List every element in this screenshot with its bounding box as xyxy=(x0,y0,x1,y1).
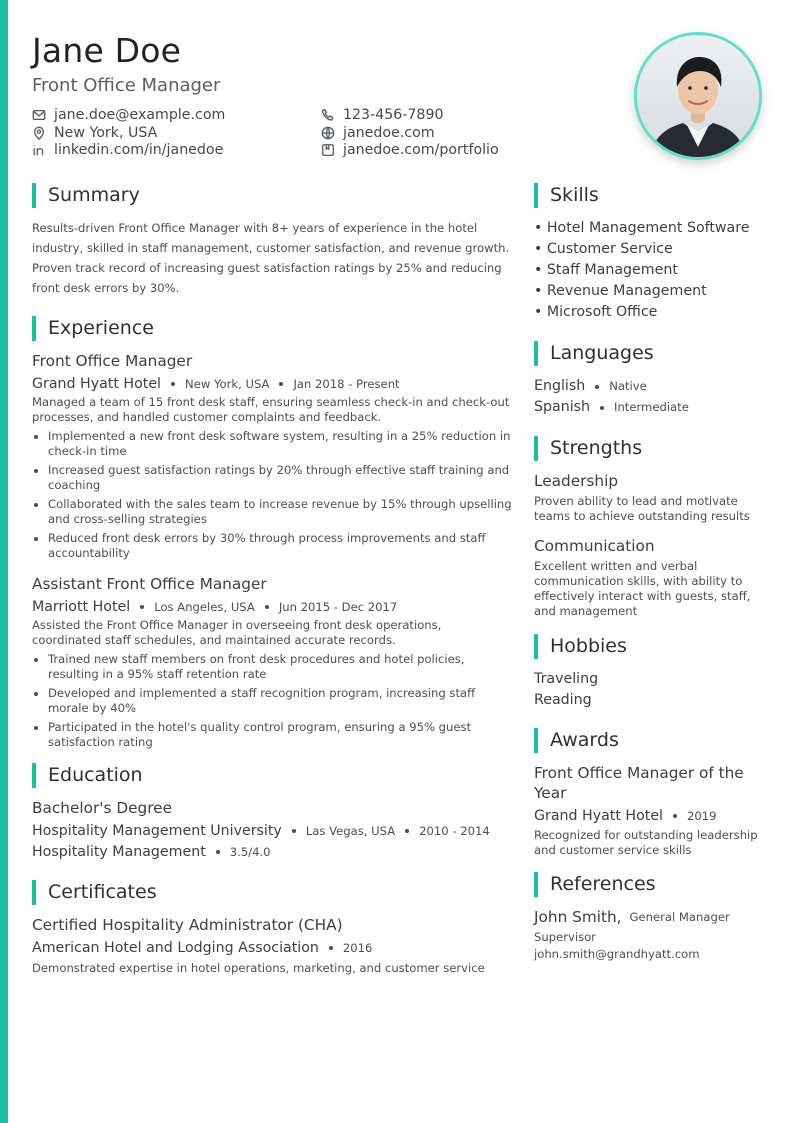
company-name: Grand Hyatt Hotel xyxy=(32,376,162,392)
hobbies-heading: Hobbies xyxy=(534,634,764,659)
reference-name: John Smith, xyxy=(534,908,622,926)
sidebar-column xyxy=(534,183,764,962)
summary-text: Results-driven Front Office Manager with 8+ years of experience in the hotel industry, skilled in staff management, customer satisfaction, and revenue growth. Proven track record of increasing guest satisfaction ratings by 25% and reducing front desk errors by 30%. xyxy=(32,221,510,295)
contact-location xyxy=(32,125,321,142)
job-achievements xyxy=(32,429,512,561)
strengths-heading: Strengths xyxy=(534,436,764,461)
job-description: Managed a team of 15 front desk staff, ensuring seamless check-in and check-out processes, and handled customer complaints and feedback. xyxy=(32,395,510,424)
reference-relation: Supervisor xyxy=(534,930,596,944)
separator-dot xyxy=(405,829,409,833)
hobby-item: Reading xyxy=(534,692,592,708)
job-achievements xyxy=(32,652,512,750)
website-text: janedoe.com xyxy=(343,124,435,141)
skills-heading: Skills xyxy=(534,183,764,208)
awards-heading: Awards xyxy=(534,728,764,753)
award-issuer: Grand Hyatt Hotel xyxy=(534,808,664,824)
separator-dot xyxy=(595,385,599,389)
achievement-item: Collaborated with the sales team to increase revenue by 15% through upselling and cross-selling strategies xyxy=(32,497,512,527)
school-dates: 2010 - 2014 xyxy=(419,824,490,838)
summary-heading: Summary xyxy=(32,183,512,208)
strength-name: Leadership xyxy=(534,472,619,490)
job-title: Assistant Front Office Manager xyxy=(32,575,267,593)
award-meta xyxy=(534,806,764,826)
skill-item: • Customer Service xyxy=(534,241,673,257)
skill-item: • Revenue Management xyxy=(534,283,707,299)
languages-heading: Languages xyxy=(534,341,764,366)
certificate-year: 2016 xyxy=(342,941,373,955)
certificate-description: Demonstrated expertise in hotel operations, marketing, and customer service xyxy=(32,961,485,975)
job-dates: Jan 2018 - Present xyxy=(293,377,400,391)
contact-website[interactable] xyxy=(321,125,581,142)
separator-dot xyxy=(216,850,220,854)
achievement-item: Increased guest satisfaction ratings by 20% through effective staff training and coaching xyxy=(32,463,512,493)
field-of-study: Hospitality Management xyxy=(32,844,206,860)
separator-dot xyxy=(600,406,604,410)
phone-icon xyxy=(321,108,335,122)
phone-text: 123-456-7890 xyxy=(343,107,444,124)
avatar-illustration xyxy=(637,35,759,157)
language-name: Spanish xyxy=(534,399,591,415)
language-item xyxy=(534,397,764,418)
reference-email[interactable]: john.smith@grandhyatt.com xyxy=(534,947,700,961)
experience-heading: Experience xyxy=(32,316,512,341)
contact-email[interactable] xyxy=(32,107,321,124)
field-meta xyxy=(32,842,512,862)
hobby-item: Traveling xyxy=(534,671,599,687)
main-column xyxy=(32,183,512,976)
strength-description: Proven ability to lead and motivate teams to achieve outstanding results xyxy=(534,494,750,523)
contact-phone[interactable] xyxy=(321,107,581,124)
accent-bar xyxy=(0,0,8,1123)
certificates-heading: Certificates xyxy=(32,880,512,905)
resume-header xyxy=(32,30,592,159)
linkedin-icon xyxy=(32,143,46,157)
references-section xyxy=(534,872,764,962)
portfolio-text: janedoe.com/portfolio xyxy=(343,142,499,159)
separator-dot xyxy=(140,605,144,609)
school-meta xyxy=(32,821,512,841)
separator-dot xyxy=(171,382,175,386)
separator-dot xyxy=(673,814,677,818)
achievement-item: Implemented a new front desk software system, resulting in a 25% reduction in check-in time xyxy=(32,429,512,459)
experience-entry xyxy=(32,351,512,561)
separator-dot xyxy=(329,946,333,950)
email-text: jane.doe@example.com xyxy=(54,107,226,124)
job-meta xyxy=(32,597,512,617)
language-level: Native xyxy=(609,379,647,393)
separator-dot xyxy=(292,829,296,833)
linkedin-text: linkedin.com/in/janedoe xyxy=(54,142,224,159)
company-name: Marriott Hotel xyxy=(32,599,131,615)
skill-item: • Microsoft Office xyxy=(534,304,658,320)
education-section xyxy=(32,763,512,862)
school-location: Las Vegas, USA xyxy=(305,824,396,838)
contact-list xyxy=(32,107,592,159)
awards-section xyxy=(534,728,764,858)
location-pin-icon xyxy=(32,126,46,140)
bookmark-icon xyxy=(321,143,335,157)
achievement-item: Developed and implemented a staff recognition program, increasing staff morale by 40% xyxy=(32,686,512,716)
experience-entry xyxy=(32,574,512,750)
education-heading: Education xyxy=(32,763,512,788)
degree-name: Bachelor's Degree xyxy=(32,799,172,817)
mail-icon xyxy=(32,108,46,122)
skills-section xyxy=(534,183,764,323)
strength-name: Communication xyxy=(534,537,655,555)
achievement-item: Reduced front desk errors by 30% through process improvements and staff accountability xyxy=(32,531,512,561)
achievement-item: Trained new staff members on front desk procedures and hotel policies, resulting in a 95% staff retention rate xyxy=(32,652,512,682)
job-meta xyxy=(32,374,512,394)
gpa: 3.5/4.0 xyxy=(229,845,271,859)
certificates-section xyxy=(32,880,512,976)
award-title: Front Office Manager of the Year xyxy=(534,764,744,802)
contact-portfolio[interactable] xyxy=(321,142,581,159)
certificate-name: Certified Hospitality Administrator (CHA) xyxy=(32,916,343,934)
reference-position: General Manager xyxy=(629,910,730,924)
language-name: English xyxy=(534,378,586,394)
language-level: Intermediate xyxy=(614,400,689,414)
globe-icon xyxy=(321,126,335,140)
separator-dot xyxy=(265,605,269,609)
contact-linkedin[interactable] xyxy=(32,142,321,159)
skill-item: • Staff Management xyxy=(534,262,678,278)
job-description: Assisted the Front Office Manager in overseeing front desk operations, coordinated staff schedules, and maintained accurate records. xyxy=(32,618,442,647)
award-description: Recognized for outstanding leadership and customer service skills xyxy=(534,828,758,857)
profile-photo xyxy=(634,32,762,160)
job-dates: Jun 2015 - Dec 2017 xyxy=(278,600,398,614)
hobbies-section xyxy=(534,634,764,711)
job-location: Los Angeles, USA xyxy=(154,600,255,614)
job-location: New York, USA xyxy=(185,377,270,391)
candidate-title: Front Office Manager xyxy=(32,75,221,96)
language-item xyxy=(534,376,764,397)
candidate-name: Jane Doe xyxy=(32,31,182,70)
job-title: Front Office Manager xyxy=(32,352,193,370)
certificate-issuer: American Hotel and Lodging Association xyxy=(32,940,319,956)
experience-section xyxy=(32,316,512,750)
reference-meta xyxy=(534,907,764,927)
certificate-meta xyxy=(32,938,512,958)
skill-item: • Hotel Management Software xyxy=(534,220,750,236)
award-year: 2019 xyxy=(687,809,717,823)
summary-section xyxy=(32,183,512,298)
location-text: New York, USA xyxy=(54,124,158,141)
languages-section xyxy=(534,341,764,418)
strength-description: Excellent written and verbal communication skills, with ability to effectively interact with guests, staff, and management xyxy=(534,559,751,618)
strengths-section xyxy=(534,436,764,619)
school-name: Hospitality Management University xyxy=(32,823,282,839)
separator-dot xyxy=(279,382,283,386)
references-heading: References xyxy=(534,872,764,897)
achievement-item: Participated in the hotel's quality control program, ensuring a 95% guest satisfaction rating xyxy=(32,720,512,750)
